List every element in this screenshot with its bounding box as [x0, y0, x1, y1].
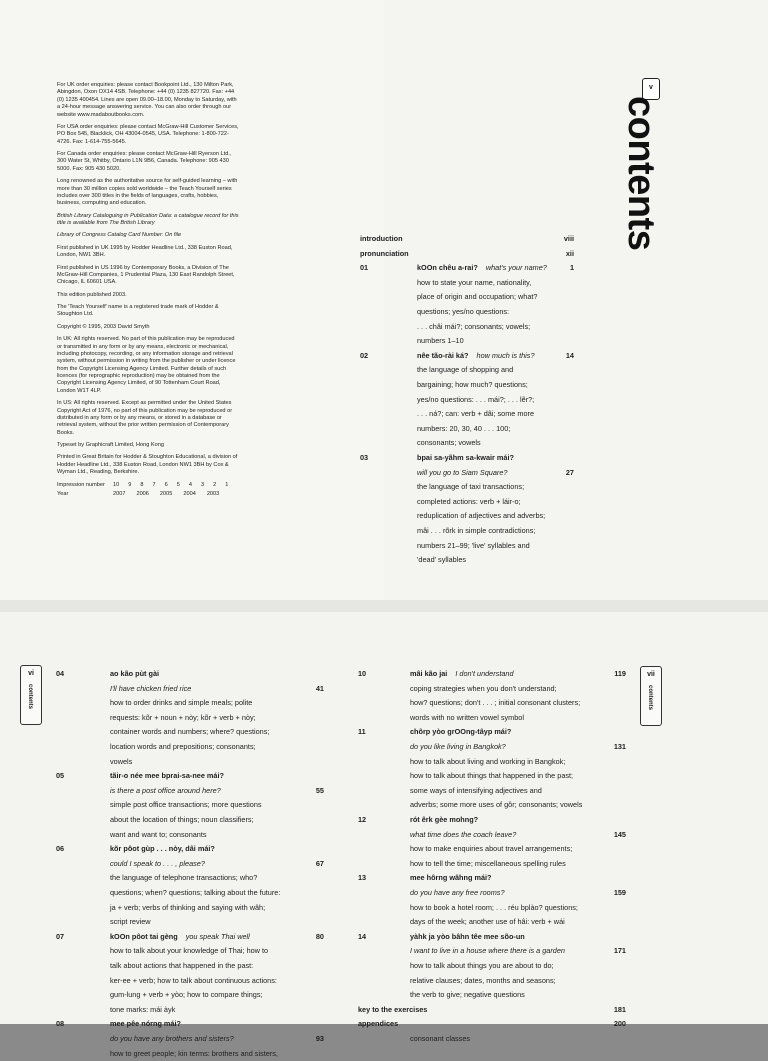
unit-description-line: how to state your name, nationality, — [417, 277, 532, 287]
toc-entry — [358, 813, 478, 828]
year-values — [113, 491, 219, 498]
unit-number: 01 — [360, 263, 369, 273]
unit-description-line: mâi . . . rõrk in simple contradictions; — [417, 526, 536, 535]
unit-translation: do you have any brothers and sisters? — [110, 1034, 234, 1043]
unit-description-line: the language of telephone transactions; who? — [110, 873, 258, 883]
side-tab-numeral: vii — [647, 671, 655, 678]
unit-number: 11 — [358, 727, 366, 737]
unit-description-line: . . . châi mái?; consonants; vowels; — [417, 321, 531, 331]
unit-description-line: questions; when? questions; talking about the future: — [110, 888, 281, 897]
unit-description-line: the language of shopping and — [417, 365, 514, 375]
unit-page: 55 — [315, 785, 324, 795]
unit-page: 145 — [613, 829, 626, 839]
unit-title: kõr pôot gùp . . . nòy, dâi mái? — [110, 844, 215, 854]
toc-entry — [360, 261, 547, 276]
impression-value: 4 — [188, 481, 192, 488]
unit-description-line: how to order drinks and simple meals; polite — [110, 698, 253, 708]
unit-description-line: how to greet people; kin terms: brothers and sisters, — [110, 1048, 278, 1058]
toc-list-3 — [358, 667, 626, 1043]
unit-page: 41 — [315, 683, 324, 693]
impression-values — [113, 482, 228, 489]
impression-value: 7 — [152, 481, 156, 488]
toc-appendices — [358, 1017, 398, 1032]
unit-description-line: ker-ee + verb; how to talk about continuous actions: — [110, 975, 277, 985]
copyright-text — [57, 82, 239, 498]
contents-heading-text: contents — [620, 96, 662, 251]
toc-entry — [56, 769, 224, 784]
unit-number: 04 — [56, 669, 65, 678]
unit-description-line: how to tell the time; miscellaneous spelling rules — [410, 858, 566, 868]
unit-page: 80 — [315, 931, 324, 941]
pronunciation-page: xii — [565, 248, 574, 258]
toc-introduction — [360, 232, 403, 247]
unit-description-line: how to make enquiries about travel arrangements; — [410, 844, 573, 854]
unit-description-line: days of the week; another use of hâi: verb + wái — [410, 917, 565, 927]
introduction-label: introduction — [360, 234, 403, 243]
unit-description-line: questions; yes/no questions: — [417, 307, 510, 316]
impression-value: 1 — [225, 481, 229, 488]
unit-description-line: place of origin and occupation; what? — [417, 292, 538, 302]
unit-number: 07 — [56, 931, 65, 941]
unit-title: mâi kão jai — [410, 669, 448, 678]
toc-entry — [358, 930, 525, 945]
side-tab-word: contents — [27, 684, 33, 710]
impression-row — [57, 482, 239, 489]
contents-heading — [614, 96, 674, 286]
unit-description-line: how to talk about your knowledge of Thai; how to — [110, 946, 269, 956]
copyright-paragraph: For UK order enquiries: please contact Bookpoint Ltd., 130 Milton Park, Abingdon, Oxon OX14 4SB. Telephone: +44 (0) 1235 827720. Fax: +44 (0) 1235 400454. Lines are open 09.00–18.00, Monday to Saturday, with a 24-hour message answering service. You can also order through our website www.madaboutbooks.com. — [57, 82, 237, 118]
unit-translation: what's your name? — [485, 263, 547, 273]
toc-entry — [56, 1017, 181, 1032]
unit-number: 03 — [360, 453, 369, 462]
unit-translation: I don't understand — [455, 669, 514, 678]
unit-description-line: want and want to; consonants — [110, 829, 207, 839]
unit-description-line: how to book a hotel room; . . . réu bplào? questions; — [410, 902, 578, 912]
key-label: key to the exercises — [358, 1004, 428, 1014]
unit-translation: you speak Thai well — [185, 931, 250, 941]
toc-entry — [56, 842, 215, 857]
unit-page: 67 — [315, 858, 324, 868]
toc-pronunciation — [360, 247, 409, 262]
unit-description-line: tone marks: mái àyk — [110, 1004, 176, 1014]
unit-description-line: gum-lung + verb + yòo; how to compare things; — [110, 990, 263, 1000]
unit-description-line: adverbs; some more uses of gôr; consonants; vowels — [410, 800, 583, 810]
toc-list-2 — [56, 667, 324, 1058]
copyright-paragraph: For Canada order enquiries: please contact McGraw-Hill Ryerson Ltd., 300 Water St, Whitby, Ontario L1N 9B6, Canada. Telephone: 905 430 5000. Fax: 905 430 5020. — [57, 151, 232, 172]
year-value: 2005 — [159, 490, 173, 497]
unit-description-line: how to talk about living and working in Bangkok; — [410, 756, 566, 766]
unit-number: 05 — [56, 771, 65, 781]
unit-number: 14 — [358, 931, 367, 941]
unit-description-line: container words and numbers; where? questions; — [110, 727, 270, 737]
unit-page: 131 — [613, 742, 626, 751]
side-tab-vii — [640, 666, 662, 726]
unit-description-line: numbers 21–99; 'live' syllables and — [417, 540, 530, 550]
copyright-paragraph: Long renowned as the authoritative source for self-guided learning – with more than 30 million copies sold worldwide – the Teach Yourself series includes over 300 titles in the fields of languages, crafts, hobbies, business, computing and education. — [57, 178, 238, 207]
unit-page: 93 — [315, 1034, 324, 1043]
copyright-paragraph: In US: All rights reserved. Except as permitted under the United States Copyright Act of 1976, no part of this publication may be reproduced or distributed in any form or by any means, or stored in a database or retrieval system, without the prior written permission of Contemporary Books. — [57, 400, 233, 436]
year-value: 2006 — [136, 490, 149, 497]
unit-page: 27 — [565, 467, 574, 477]
unit-description-line: numbers 1–10 — [417, 336, 464, 346]
copyright-paragraph: In UK: All rights reserved. No part of this publication may be reproduced or transmitted in any form or by any means, electronic or mechanical, including photocopy, recording, or any information storage and retrieval system, without permission in writing from the publisher or under licence from the Copyright Licensing Agency Limited. Further details of such licences (for reprographic reproduction) may be obtained from the Copyright Licensing Agency Limited, of 90 Tottenham Court Road, London W1T 4LP. — [57, 336, 236, 394]
spread-divider — [0, 600, 768, 612]
unit-title: mee hôrng wâhng mái? — [410, 873, 492, 883]
unit-description-line: . . . ná?; can: verb + dâi; some more — [417, 409, 535, 419]
unit-title: kOOn pôot tai gèng — [110, 931, 178, 941]
unit-title: ao kão pùt gài — [110, 669, 160, 678]
unit-description-line: how? questions; don't . . . ; initial consonant clusters; — [410, 698, 581, 708]
unit-description-line: talk about actions that happened in the past: — [110, 961, 254, 970]
unit-description-line: bargaining; how much? questions; — [417, 380, 528, 389]
unit-description-line: script review — [110, 917, 151, 927]
unit-translation: how much is this? — [476, 350, 535, 360]
unit-description-line: yes/no questions: . . . mái?; . . . lẽr?; — [417, 394, 535, 404]
copyright-paragraph: British Library Cataloguing in Publication Data: a catalogue record for this title is available from The British Library — [57, 212, 239, 226]
unit-description-line: consonants; vowels — [417, 438, 481, 448]
unit-number: 10 — [358, 669, 367, 678]
unit-description-line: completed actions: verb + láir-o; — [417, 496, 521, 506]
unit-description-line: coping strategies when you don't understand; — [410, 683, 557, 693]
year-value: 2004 — [183, 490, 196, 497]
page-number-tab: v — [642, 78, 660, 100]
unit-title: tãir-o née mee bprai-sa-nee mái? — [110, 771, 224, 781]
side-tab-numeral: vi — [28, 670, 34, 677]
unit-title: yàhk ja yòo bâhn têe mee sõo-un — [410, 931, 525, 941]
side-tab-vi — [20, 665, 42, 725]
copyright-paragraph: This edition published 2003. — [57, 291, 127, 298]
unit-title: nêe tão-rài ká? — [417, 350, 469, 360]
unit-number: 12 — [358, 815, 367, 824]
unit-description-line: 'dead' syllables — [417, 555, 467, 565]
unit-description-line: location words and prepositions; consonants; — [110, 742, 256, 751]
unit-description-line: reduplication of adjectives and adverbs; — [417, 511, 546, 521]
copyright-paragraph: The 'Teach Yourself' name is a registered trade mark of Hodder & Stoughton Ltd. — [57, 304, 219, 318]
unit-title: kOOn chêu a-rai? — [417, 263, 478, 273]
unit-title: chôrp yòo grOOng-tâyp mái? — [410, 727, 512, 737]
key-page: 181 — [613, 1004, 626, 1014]
unit-page: 1 — [569, 263, 574, 273]
copyright-paragraph: First published in UK 1995 by Hodder Headline Ltd., 338 Euston Road, London, NW1 3BH. — [57, 244, 233, 259]
unit-description-line: simple post office transactions; more questions — [110, 800, 262, 810]
impression-value: 10 — [113, 481, 120, 488]
unit-description-line: vowels — [110, 756, 133, 766]
unit-page: 159 — [613, 888, 626, 897]
unit-translation: do you have any free rooms? — [410, 888, 505, 897]
unit-page: 14 — [565, 350, 574, 360]
unit-number: 08 — [56, 1019, 65, 1029]
unit-title: bpai sa-yãhm sa-kwair mái? — [417, 453, 514, 462]
unit-description-line: numbers: 20, 30, 40 . . . 100; — [417, 423, 511, 433]
copyright-paragraph: For USA order enquiries: please contact McGraw-Hill Customer Services, PO Box 545, Blacklick, OH 43004-0545, USA. Telephone: 1-800-722-4726. Fax: 1-614-755-5645. — [57, 123, 239, 145]
unit-number: 06 — [56, 844, 65, 854]
unit-title: rót êrk gèe mohng? — [410, 815, 479, 824]
copyright-page — [0, 0, 384, 600]
year-label: Year — [57, 490, 69, 497]
toc-entry — [56, 930, 250, 945]
appendices-page: 200 — [613, 1019, 626, 1029]
unit-translation: I want to live in a house where there is a garden — [410, 946, 565, 956]
copyright-paragraph: First published in US 1996 by Contemporary Books, a Division of The McGraw-Hill Companies, 1 Prudential Plaza, 130 East Randolph Street, Chicago, IL 60601 USA. — [57, 264, 235, 286]
unit-description-line: ja + verb; verbs of thinking and saying with wâh; — [110, 902, 266, 912]
unit-description-line: some ways of intensifying adjectives and — [410, 785, 542, 795]
side-tab-word: contents — [647, 685, 653, 711]
unit-translation: could I speak to . . . , please? — [110, 858, 205, 868]
impression-value: 2 — [213, 481, 217, 488]
unit-description-line: the language of taxi transactions; — [417, 482, 525, 492]
copyright-paragraph: Typeset by Graphicraft Limited, Hong Kong — [57, 442, 164, 448]
toc-entry — [358, 725, 511, 740]
toc-key — [358, 1003, 427, 1018]
unit-translation: is there a post office around here? — [110, 785, 221, 795]
unit-translation: I'll have chicken fried rice — [110, 683, 192, 693]
toc-entry — [56, 667, 159, 682]
impression-value: 3 — [200, 481, 205, 488]
unit-description-line: words with no written vowel symbol — [410, 712, 524, 722]
year-value: 2003 — [206, 490, 220, 497]
impression-value: 9 — [128, 481, 132, 488]
impression-value: 5 — [176, 481, 180, 488]
introduction-page: viii — [563, 234, 574, 243]
unit-description-line: requests: kõr + noun + nòy; kõr + verb + nòy; — [110, 712, 256, 722]
unit-page: 171 — [613, 946, 626, 956]
impression-label: Impression number — [57, 481, 105, 488]
unit-description-line: how to talk about things you are about to do; — [410, 961, 554, 970]
copyright-paragraph: Copyright © 1995, 2003 David Smyth — [57, 323, 150, 330]
toc-list-1 — [360, 232, 582, 565]
unit-description-line: the verb to give; negative questions — [410, 990, 525, 1000]
unit-page: 119 — [614, 669, 626, 678]
unit-number: 13 — [358, 873, 367, 883]
unit-description-line: about the location of things; noun classifiers; — [110, 815, 254, 824]
unit-translation: will you go to Siam Square? — [417, 467, 508, 477]
pronunciation-label: pronunciation — [360, 248, 409, 258]
toc-entry — [360, 451, 514, 466]
year-value: 2007 — [113, 490, 126, 497]
unit-translation: what time does the coach leave? — [410, 829, 517, 839]
unit-title: mee pêe nórng mái? — [110, 1019, 181, 1029]
impression-value: 8 — [140, 481, 144, 488]
copyright-paragraph: Library of Congress Catalog Card Number: On file — [57, 232, 182, 239]
year-row — [57, 491, 239, 498]
toc-entry — [358, 871, 492, 886]
unit-description-line: how to talk about things that happened in the past; — [410, 771, 574, 781]
unit-description-line: relative clauses; dates, months and seasons; — [410, 975, 556, 985]
copyright-paragraph: Printed in Great Britain for Hodder & Stoughton Educational, a division of Hodder Headline Ltd., 338 Euston Road, London NW1 3BH by Cox & Wyman Ltd., Reading, Berkshire. — [57, 454, 238, 476]
appendix-line: consonant classes — [410, 1034, 471, 1043]
unit-number: 02 — [360, 350, 369, 360]
toc-entry — [358, 667, 514, 682]
toc-entry — [360, 349, 535, 364]
impression-value: 6 — [164, 481, 168, 488]
unit-translation: do you like living in Bangkok? — [410, 742, 506, 751]
appendices-label: appendices — [358, 1019, 399, 1029]
